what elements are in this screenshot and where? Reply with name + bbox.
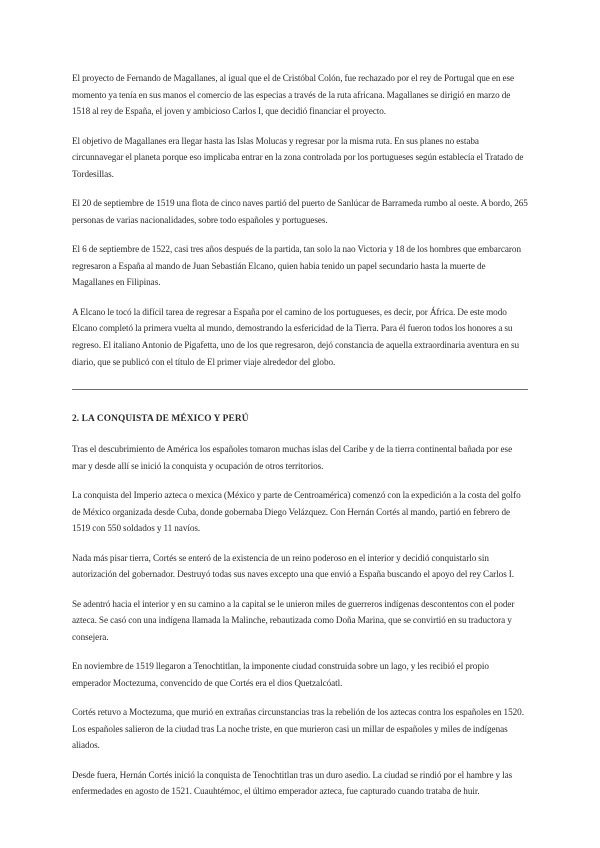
paragraph-magallanes-objetivo: El objetivo de Magallanes era llegar hasta las Islas Molucas y regresar por la misma ruta. En sus planes no estaba circunnavegar el planeta porque eso implicaba entrar en la zona controlada por los portugueses según establecía el Tratado de Tordesillas. (72, 135, 524, 179)
paragraph-descubrimiento: Tras el descubrimiento de América los españoles tomaron muchas islas del Caribe y de la tierra continental bañada por ese mar y desde allí se inició la conquista y ocupación de otros territorios. (72, 444, 513, 471)
paragraph-cortes-naves: Nada más pisar tierra, Cortés se enteró de la existencia de un reino poderoso en el interior y decidió conquistarlo sin autorización del gobernador. Destruyó todas sus naves excepto una que envió a España buscando el apoyo del rey Carlos I. (72, 552, 515, 580)
paragraph-noche-triste: Cortés retuvo a Moctezuma, que murió en extrañas circunstancias tras la rebelión de los aztecas contra los españoles en 1520. Los españoles salieron de la ciudad tras La noche triste, en que murieron casi un millar de españoles y miles de indígenas aliados. (72, 707, 524, 751)
paragraph-elcano-vuelta: A Elcano le tocó la difícil tarea de regresar a España por el camino de los portugueses, es decir, por África. De este modo Elcano completó la primera vuelta al mundo, demostrando la esfericidad de la Tierra. Para él fueron todos los honores a su regreso. El italiano Antonio de Pigafetta, uno de los que regresaron, dejó constancia de aquella extraordinaria aventura en su diario, que se publicó con el título de El primer viaje alrededor del globo. (72, 306, 520, 367)
document-body (72, 70, 528, 813)
paragraph-flota-partida: El 20 de septiembre de 1519 una flota de cinco naves partió del puerto de Sanlúcar de Barrameda rumbo al oeste. A bordo, 265 personas de varias nacionalidades, sobre todo españoles y portugueses. (72, 198, 528, 225)
paragraph-asedio: Desde fuera, Hernán Cortés inició la conquista de Tenochtitlan tras un duro asedio. La ciudad se rindió por el hambre y las enfermedades en agosto de 1521. Cuauhtémoc, el último emperador azteca, fue capturado cuando trataba de huir. (72, 769, 513, 797)
paragraph-magallanes-proyecto: El proyecto de Fernando de Magallanes, al igual que el de Cristóbal Colón, fue rechazado por el rey de Portugal que en ese momento ya tenía en sus manos el comercio de las especias a través de la ruta africana. Magallanes se dirigió en marzo de 1518 al rey de España, el joven y ambicioso Carlos I, que decidió financiar el proyecto. (72, 73, 515, 117)
paragraph-malinche: Se adentró hacia el interior y en su camino a la capital se le unieron miles de guerreros indígenas descontentos con el poder azteca. Se casó con una indígena llamada la Malinche, rebautizada como Doña Marina, que se convirtió en su traductora y consejera. (72, 598, 515, 642)
section-divider (72, 389, 528, 390)
paragraph-tenochtitlan: En noviembre de 1519 llegaron a Tenochtitlan, la imponente ciudad construida sobre un lago, y les recibió el propio emperador Moctezuma, convencido de que Cortés era el dios Quetzalcóatl. (72, 661, 489, 688)
paragraph-regreso-victoria: El 6 de septiembre de 1522, casi tres años después de la partida, tan solo la nao Victoria y 18 de los hombres que embarcaron regresaron a España al mando de Juan Sebastián Elcano, quien había tenido un papel secundario hasta la muerte de Magallanes en Filipinas. (72, 244, 521, 288)
paragraph-imperio-azteca: La conquista del Imperio azteca o mexica (México y parte de Centroamérica) comenzó con la expedición a la costa del golfo de México organizada desde Cuba, donde gobernaba Diego Velázquez. Con Hernán Cortés al mando, partió en febrero de 1519 con 550 soldados y 11 navíos. (72, 490, 521, 534)
section-heading: 2. LA CONQUISTA DE MÉXICO Y PERÚ (72, 414, 249, 425)
